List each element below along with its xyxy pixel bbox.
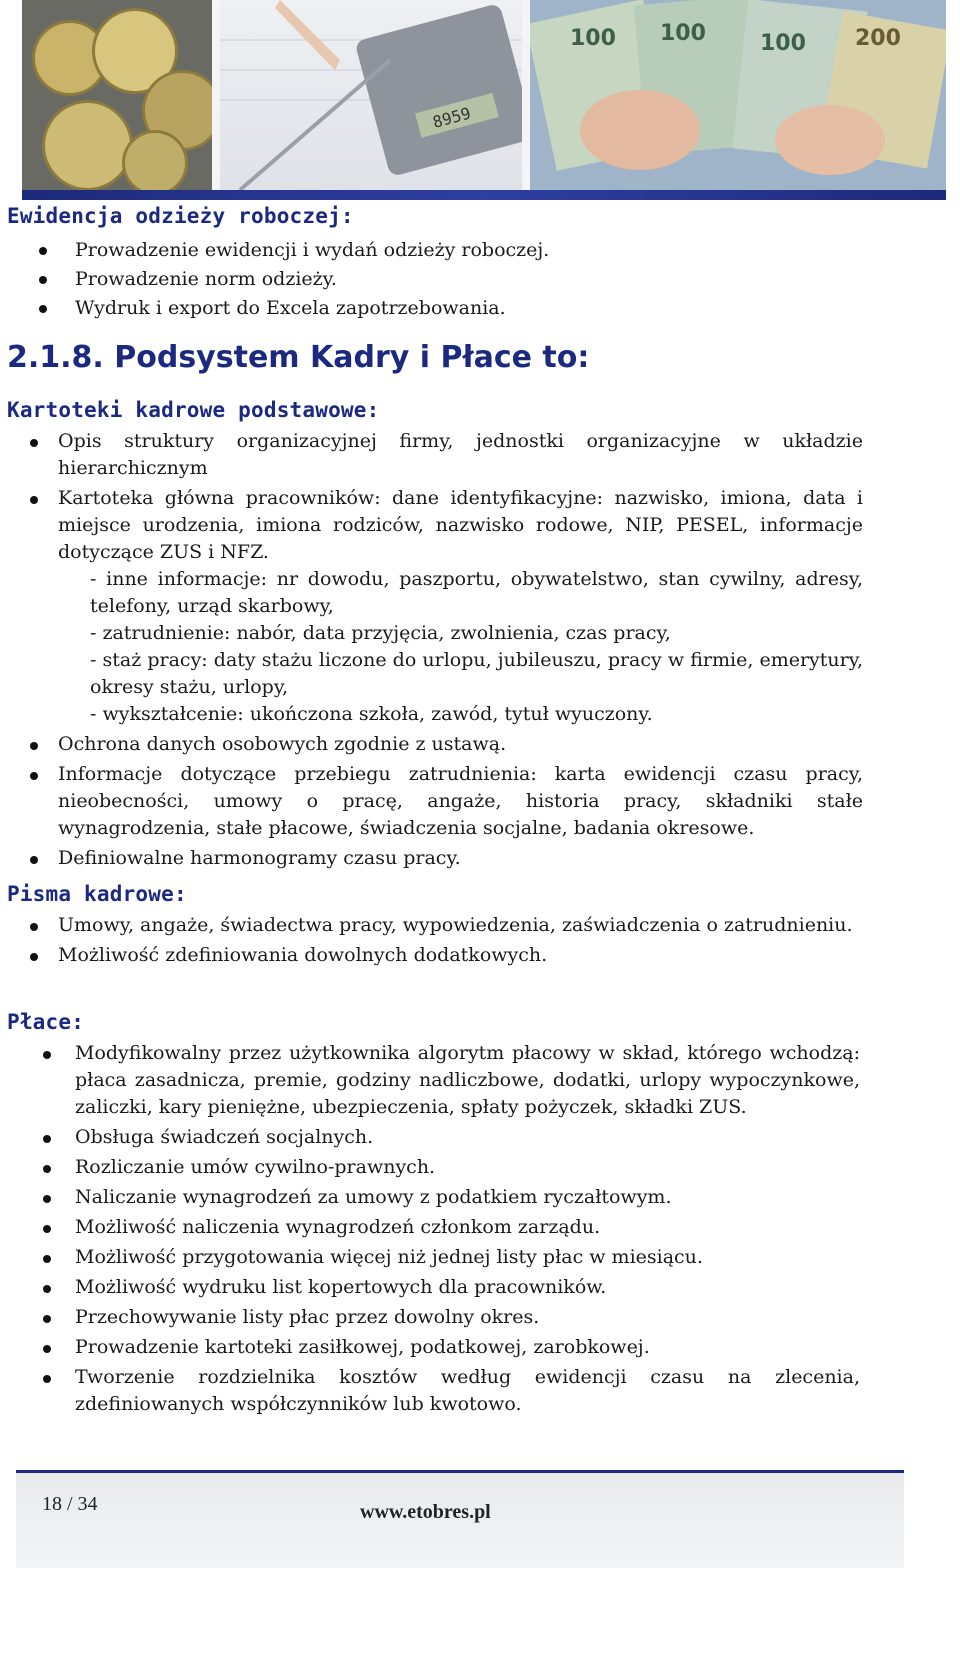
list-item: Opis struktury organizacyjnej firmy, jednostki organizacyjne w układzie hierarchicznym bbox=[58, 428, 863, 482]
list-item: Umowy, angaże, świadectwa pracy, wypowiedzenia, zaświadczenia o zatrudnieniu. bbox=[58, 912, 863, 939]
payroll-list bbox=[75, 1040, 860, 1421]
header-banner bbox=[22, 0, 946, 200]
list-item bbox=[58, 485, 863, 728]
banknote-value-2: 100 bbox=[660, 21, 706, 46]
hr-letters-list bbox=[58, 912, 863, 972]
calculator-display: 8959 bbox=[430, 103, 473, 132]
sub-item: - zatrudnienie: nabór, data przyjęcia, zwolnienia, czas pracy, bbox=[90, 622, 671, 644]
list-item: Wydruk i export do Excela zapotrzebowania. bbox=[75, 294, 905, 323]
list-item: Możliwość zdefiniowania dowolnych dodatkowych. bbox=[58, 942, 863, 969]
heading-hr-letters: Pisma kadrowe: bbox=[7, 882, 187, 906]
website-link[interactable]: www.etobres.pl bbox=[360, 1501, 491, 1523]
heading-payroll: Płace: bbox=[7, 1010, 85, 1034]
list-item: Możliwość wydruku list kopertowych dla pracowników. bbox=[75, 1274, 860, 1301]
list-item: Modyfikowalny przez użytkownika algorytm płacowy w skład, którego wchodzą: płaca zasadnicza, premie, godziny nadliczbowe, dodatki, urlopy wypoczynkowe, zaliczki, kary pieniężne, ubezpieczenia, spłaty pożyczek, składki ZUS. bbox=[75, 1040, 860, 1121]
coins-photo bbox=[22, 0, 212, 190]
banknotes-photo bbox=[530, 0, 946, 190]
list-item-text: Kartoteka główna pracowników: dane identyfikacyjne: nazwisko, imiona, data i miejsce urodzenia, imiona rodziców, nazwisko rodowe, NIP, PESEL, informacje dotyczące ZUS i NFZ. bbox=[58, 487, 863, 563]
list-item: Tworzenie rozdzielnika kosztów według ewidencji czasu na zlecenia, zdefiniowanych współczynników lub kwotowo. bbox=[75, 1364, 860, 1418]
page-footer bbox=[16, 1470, 904, 1568]
subsystem-title: 2.1.8. Podsystem Kadry i Płace to: bbox=[7, 340, 590, 375]
calculator-photo bbox=[220, 0, 522, 190]
banknote-value-1: 100 bbox=[570, 26, 616, 51]
sub-item: - wykształcenie: ukończona szkoła, zawód, tytuł wyuczony. bbox=[90, 703, 653, 725]
banknote-value-4: 200 bbox=[855, 26, 901, 51]
list-item: Naliczanie wynagrodzeń za umowy z podatkiem ryczałtowym. bbox=[75, 1184, 860, 1211]
list-item: Ochrona danych osobowych zgodnie z ustawą. bbox=[58, 731, 863, 758]
list-item: Prowadzenie kartoteki zasiłkowej, podatkowej, zarobkowej. bbox=[75, 1334, 860, 1361]
list-item: Rozliczanie umów cywilno-prawnych. bbox=[75, 1154, 860, 1181]
list-item: Obsługa świadczeń socjalnych. bbox=[75, 1124, 860, 1151]
list-item: Prowadzenie ewidencji i wydań odzieży roboczej. bbox=[75, 236, 905, 265]
sub-list bbox=[90, 566, 863, 728]
heading-work-clothes: Ewidencja odzieży roboczej: bbox=[7, 204, 354, 228]
list-item: Prowadzenie norm odzieży. bbox=[75, 265, 905, 294]
page-number: 18 / 34 bbox=[42, 1493, 98, 1515]
banner-rule bbox=[22, 190, 946, 200]
hr-files-list bbox=[58, 428, 863, 875]
list-item: Możliwość naliczenia wynagrodzeń członkom zarządu. bbox=[75, 1214, 860, 1241]
heading-hr-files: Kartoteki kadrowe podstawowe: bbox=[7, 398, 380, 422]
work-clothes-list bbox=[75, 236, 905, 323]
list-item: Możliwość przygotowania więcej niż jednej listy płac w miesiącu. bbox=[75, 1244, 860, 1271]
sub-item: - staż pracy: daty stażu liczone do urlopu, jubileuszu, pracy w firmie, emerytury, okresy stażu, urlopy, bbox=[90, 649, 863, 698]
list-item: Przechowywanie listy płac przez dowolny okres. bbox=[75, 1304, 860, 1331]
sub-item: - inne informacje: nr dowodu, paszportu, obywatelstwo, stan cywilny, adresy, telefony, urząd skarbowy, bbox=[90, 568, 863, 617]
list-item: Informacje dotyczące przebiegu zatrudnienia: karta ewidencji czasu pracy, nieobecności, umowy o pracę, angaże, historia pracy, składniki stałe wynagrodzenia, stałe płacowe, świadczenia socjalne, badania okresowe. bbox=[58, 761, 863, 842]
list-item: Definiowalne harmonogramy czasu pracy. bbox=[58, 845, 863, 872]
banknote-value-3: 100 bbox=[760, 31, 806, 56]
